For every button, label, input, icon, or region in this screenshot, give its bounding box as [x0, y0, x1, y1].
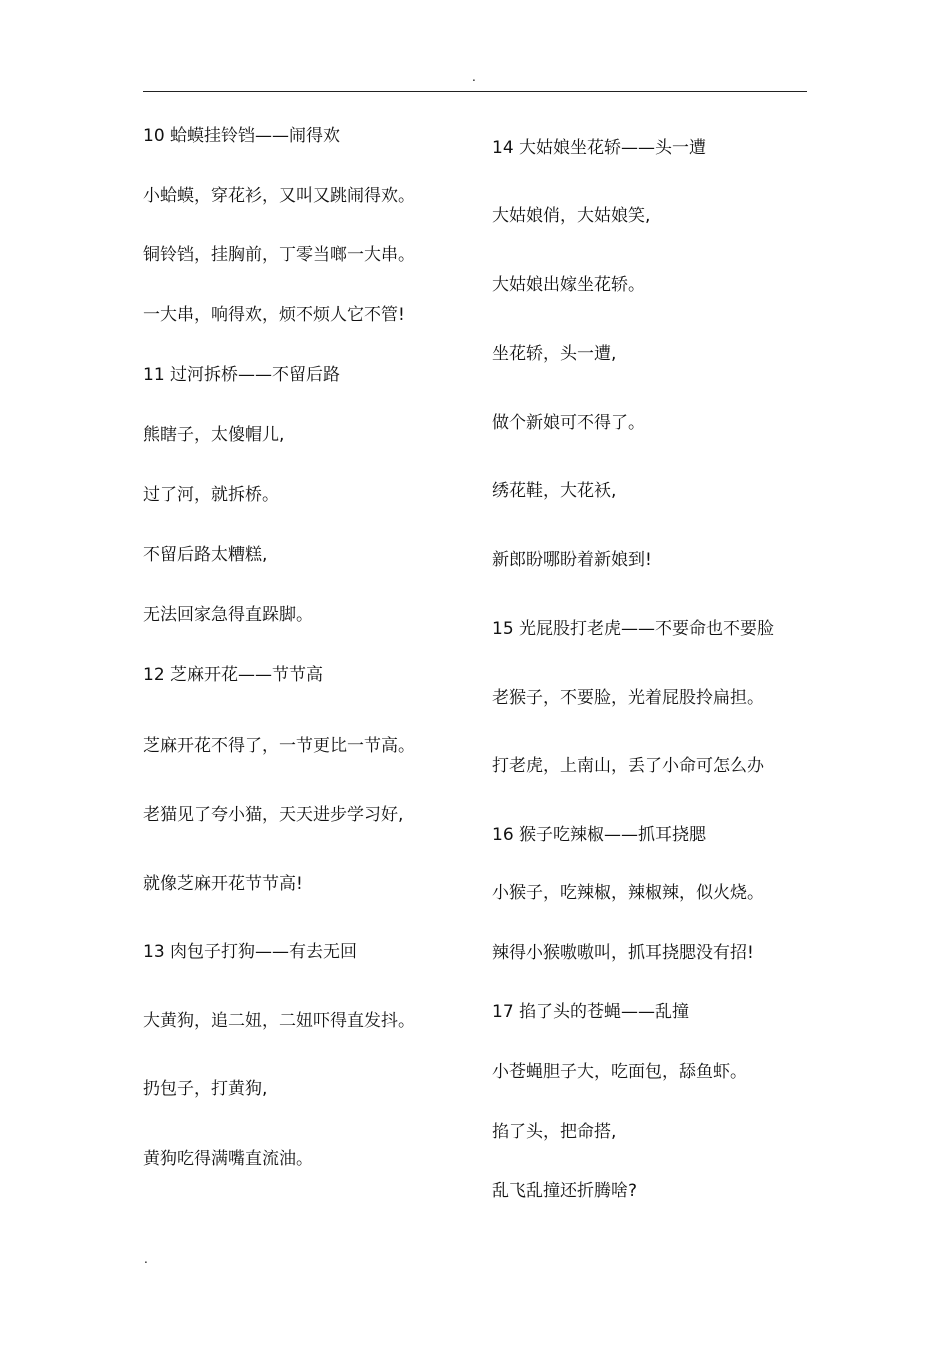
- heading-17: 17 掐了头的苍蝇——乱撞: [492, 1002, 690, 1022]
- heading-12: 12 芝麻开花——节节高: [143, 665, 324, 685]
- text-line: 大姑娘俏，大姑娘笑,: [492, 206, 651, 226]
- text-line: 老猴子，不要脸，光着屁股拎扁担。: [492, 688, 764, 708]
- text-line: 过了河，就拆桥。: [143, 485, 279, 505]
- text-line: 一大串，响得欢，烦不烦人它不管!: [143, 305, 405, 325]
- text-line: 掐了头，把命搭,: [492, 1122, 617, 1142]
- text-line: 无法回家急得直跺脚。: [143, 605, 313, 625]
- text-line: 老猫见了夸小猫，天天进步学习好,: [143, 805, 404, 825]
- text-line: 扔包子，打黄狗,: [143, 1079, 268, 1099]
- text-line: 打老虎，上南山，丢了小命可怎么办: [492, 756, 764, 776]
- text-line: 铜铃铛，挂胸前，丁零当啷一大串。: [143, 245, 415, 265]
- text-line: 不留后路太糟糕,: [143, 545, 268, 565]
- text-line: 坐花轿，头一遭,: [492, 344, 617, 364]
- text-line: 辣得小猴嗷嗷叫，抓耳挠腮没有招!: [492, 943, 754, 963]
- header-rule: [143, 91, 807, 92]
- text-line: 黄狗吃得满嘴直流油。: [143, 1149, 313, 1169]
- text-line: 绣花鞋，大花袄,: [492, 481, 617, 501]
- footer-mark: .: [144, 1252, 148, 1266]
- text-line: 大黄狗，追二妞，二妞吓得直发抖。: [143, 1011, 415, 1031]
- text-line: 小蛤蟆，穿花衫，又叫又跳闹得欢。: [143, 186, 415, 206]
- heading-13: 13 肉包子打狗——有去无回: [143, 942, 358, 962]
- text-line: 乱飞乱撞还折腾啥?: [492, 1181, 638, 1201]
- heading-14: 14 大姑娘坐花轿——头一遭: [492, 138, 707, 158]
- heading-16: 16 猴子吃辣椒——抓耳挠腮: [492, 825, 707, 845]
- text-line: 芝麻开花不得了，一节更比一节高。: [143, 736, 415, 756]
- text-line: 大姑娘出嫁坐花轿。: [492, 275, 645, 295]
- heading-11: 11 过河拆桥——不留后路: [143, 365, 341, 385]
- heading-15: 15 光屁股打老虎——不要命也不要脸: [492, 619, 775, 639]
- heading-10: 10 蛤蟆挂铃铛——闹得欢: [143, 126, 341, 146]
- text-line: 就像芝麻开花节节高!: [143, 874, 303, 894]
- text-line: 小苍蝇胆子大，吃面包，舔鱼虾。: [492, 1062, 747, 1082]
- text-line: 新郎盼哪盼着新娘到!: [492, 550, 652, 570]
- text-line: 做个新娘可不得了。: [492, 413, 645, 433]
- text-line: 小猴子，吃辣椒，辣椒辣，似火烧。: [492, 883, 764, 903]
- header-mark: .: [472, 70, 476, 84]
- text-line: 熊瞎子，太傻帽儿,: [143, 425, 285, 445]
